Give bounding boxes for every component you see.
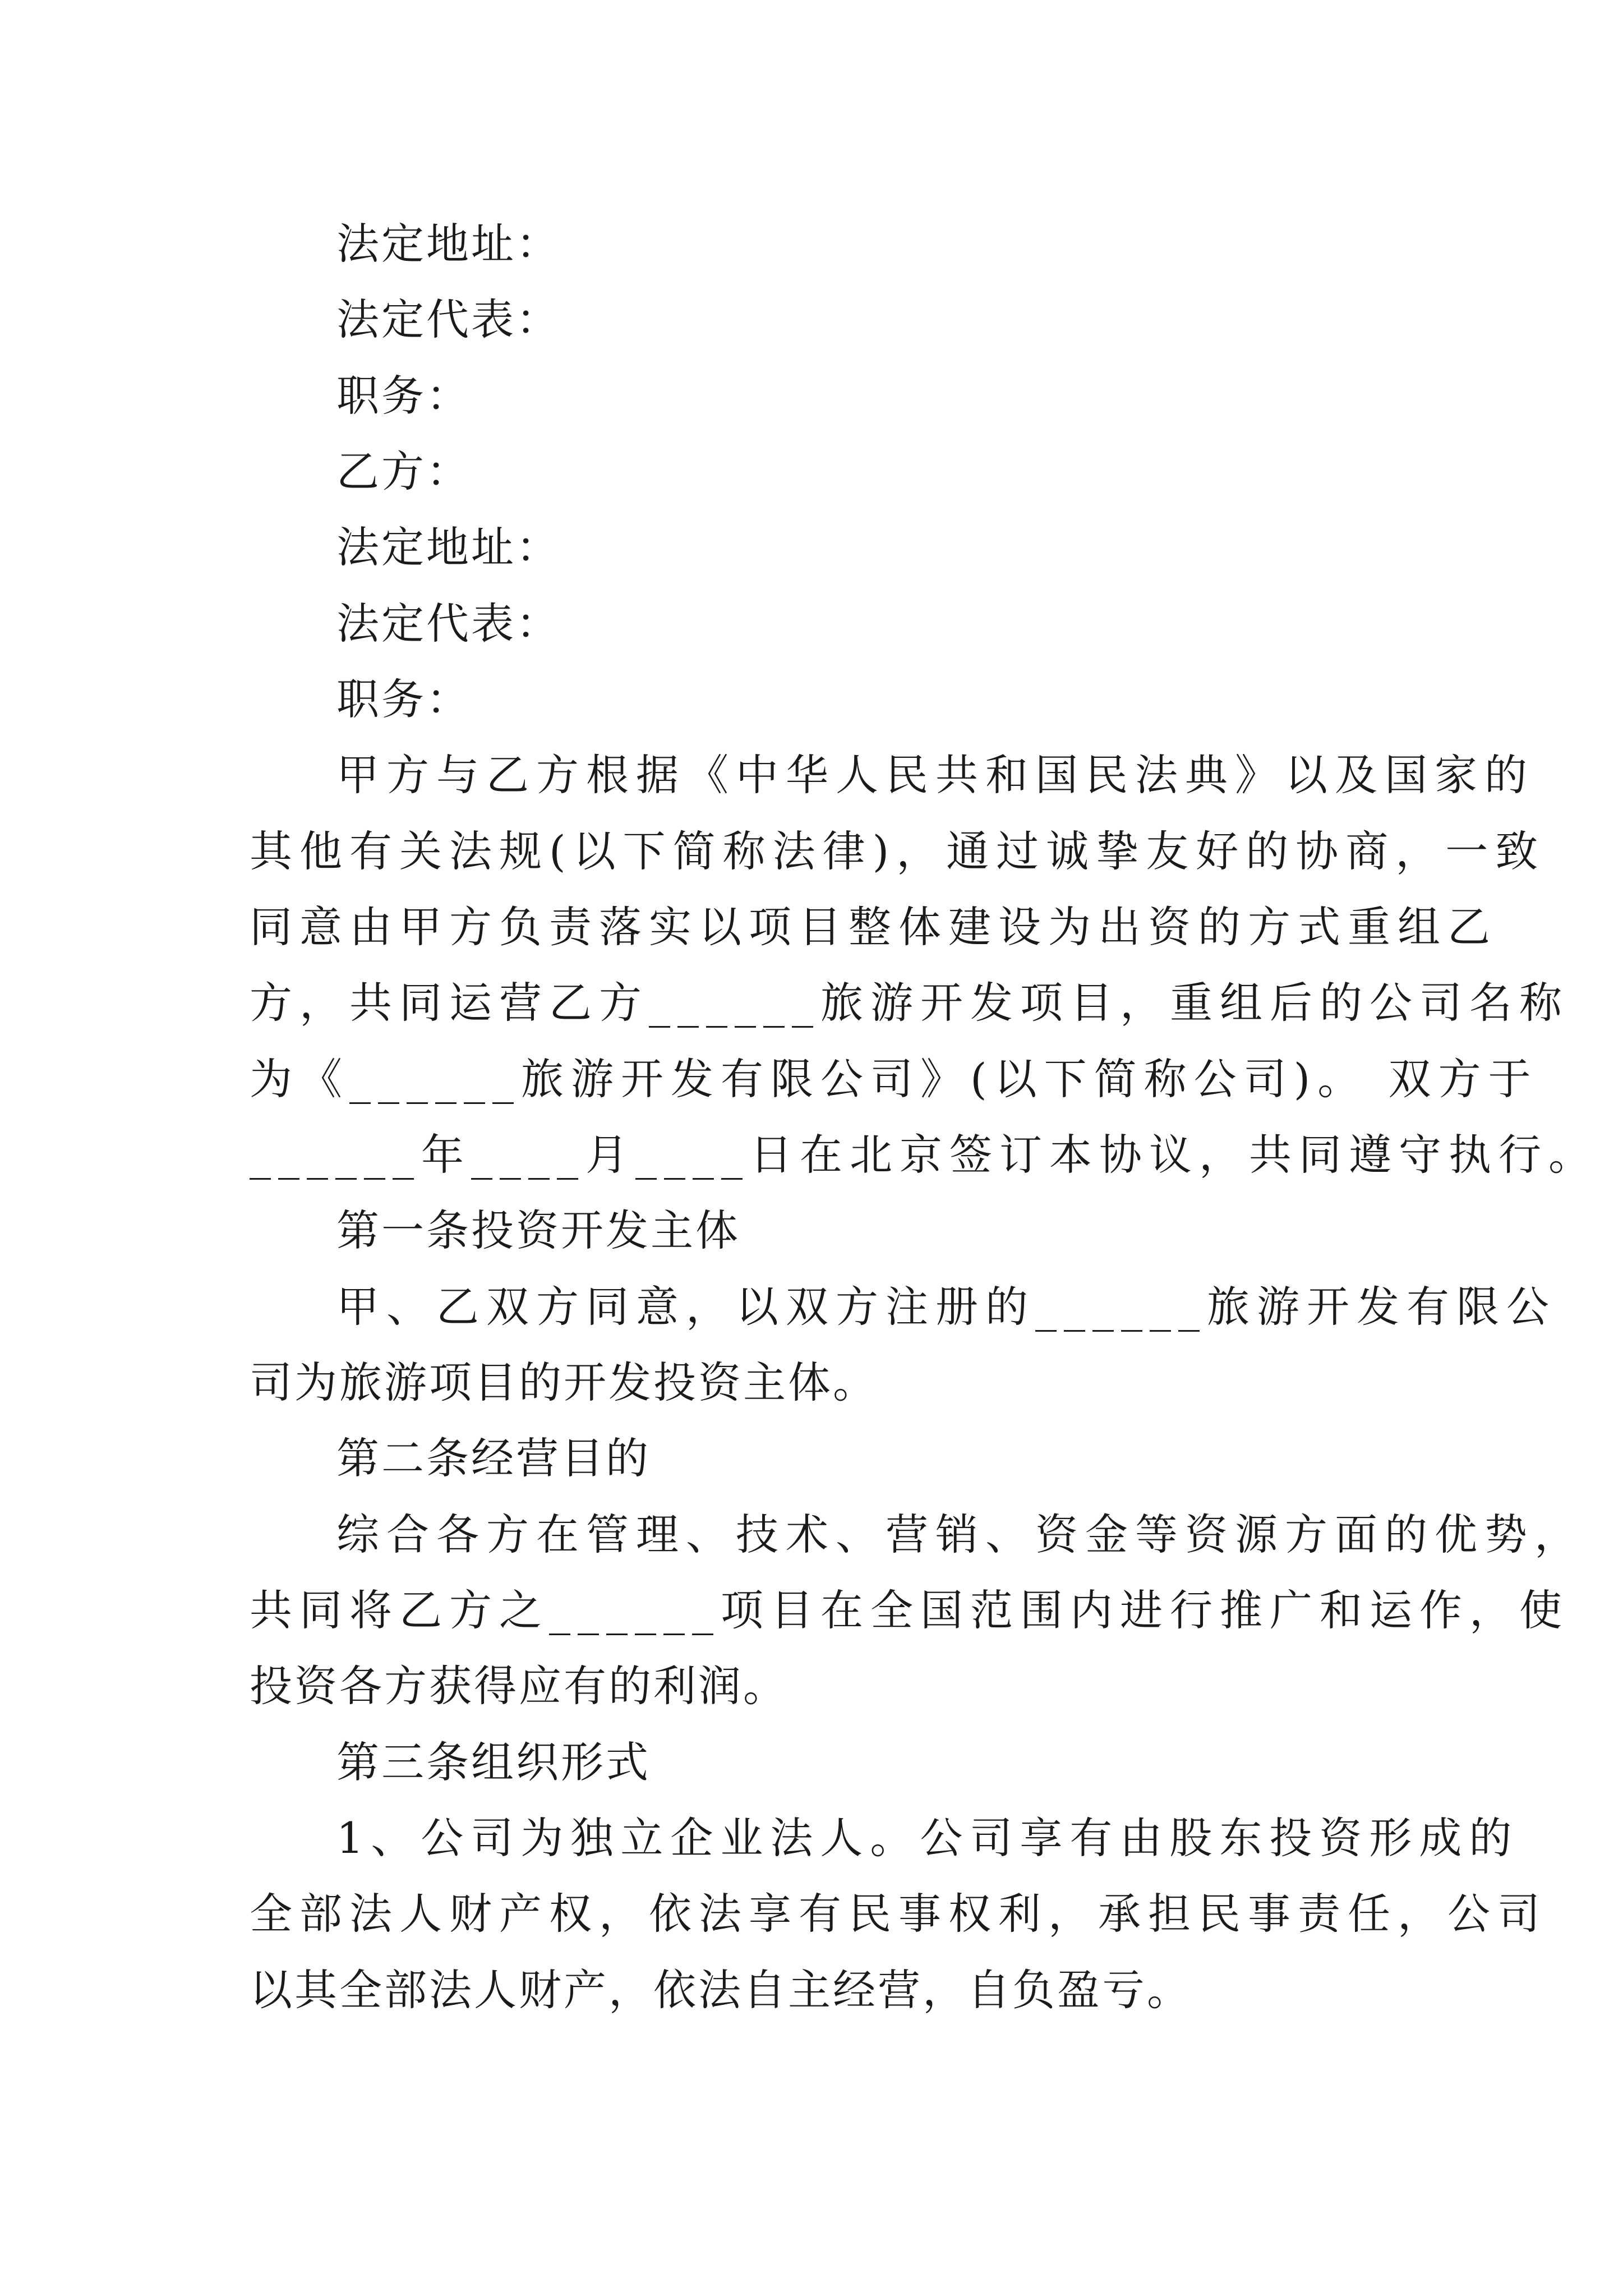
field-legal-rep-a: 法定代表： <box>336 295 561 344</box>
paragraph-line: 同意由甲方负责落实以项目整体建设为出资的方式重组乙 <box>250 902 1497 952</box>
field-position-a: 职务： <box>336 371 471 421</box>
field-legal-rep-b: 法定代表： <box>336 599 561 648</box>
paragraph-line: 以其全部法人财产，依法自主经营，自负盈亏。 <box>250 1965 1192 2015</box>
paragraph-line: 甲方与乙方根据《中华人民共和国民法典》以及国家的 <box>336 750 1534 800</box>
paragraph-line: 甲、乙双方同意，以双方注册的______旅游开发有限公 <box>336 1282 1556 1332</box>
paragraph-line: ______年____月____日在北京签订本协议，共同遵守执行。 <box>250 1130 1598 1180</box>
article-1-heading: 第一条投资开发主体 <box>336 1205 740 1255</box>
article-2-heading: 第二条经营目的 <box>336 1433 651 1483</box>
paragraph-line: 综合各方在管理、技术、营销、资金等资源方面的优势， <box>336 1510 1584 1559</box>
field-party-b: 乙方： <box>336 447 471 496</box>
field-position-b: 职务： <box>336 674 471 724</box>
paragraph-line: 投资各方获得应有的利润。 <box>250 1661 788 1711</box>
paragraph-line: 1、公司为独立企业法人。公司享有由股东投资形成的 <box>336 1813 1519 1863</box>
paragraph-line: 司为旅游项目的开发投资主体。 <box>250 1358 878 1407</box>
paragraph-line: 为《______旅游开发有限公司》(以下简称公司)。 双方于 <box>250 1054 1538 1104</box>
paragraph-line: 方，共同运营乙方______旅游开发项目，重组后的公司名称 <box>250 978 1569 1028</box>
paragraph-line: 共同将乙方之______项目在全国范围内进行推广和运作，使 <box>250 1585 1569 1635</box>
field-legal-address-b: 法定地址： <box>336 522 561 572</box>
paragraph-line: 其他有关法规(以下简称法律)，通过诚挚友好的协商，一致 <box>250 826 1546 876</box>
field-legal-address-a: 法定地址： <box>336 219 561 269</box>
article-3-heading: 第三条组织形式 <box>336 1737 651 1787</box>
paragraph-line: 全部法人财产权，依法享有民事权利，承担民事责任，公司 <box>250 1889 1547 1939</box>
